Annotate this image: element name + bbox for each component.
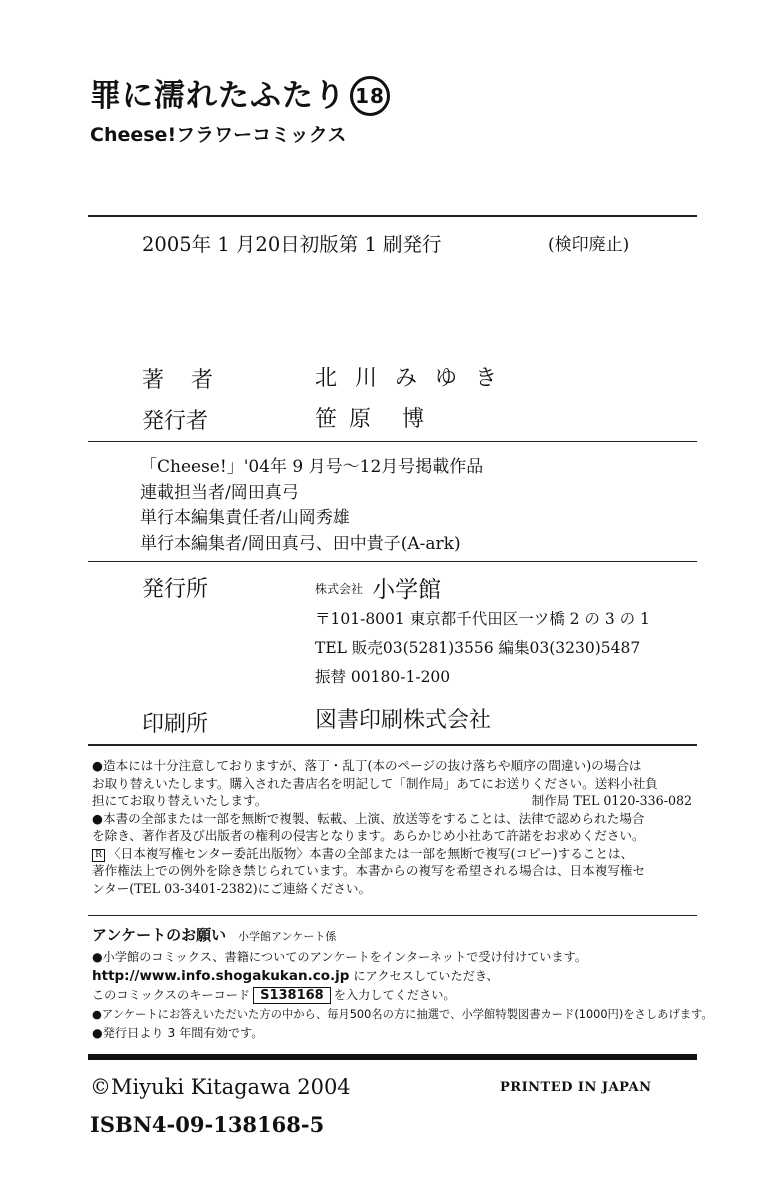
- copyright: ©Miyuki Kitagawa 2004: [90, 1075, 351, 1099]
- enquete-url-link[interactable]: http://www.info.shogakukan.co.jp: [92, 968, 350, 984]
- enquete-line: ●小学館のコミックス、書籍についてのアンケートをインターネットで受け付けています。: [92, 950, 588, 964]
- printer-label: 印刷所: [142, 712, 209, 737]
- author-label: 著 者: [142, 368, 223, 393]
- notice-defect-line: [92, 792, 696, 810]
- enquete-box: [92, 926, 713, 1043]
- rule-thick: [88, 1054, 697, 1060]
- credit-line-chief-editor: 単行本編集責任者/山岡秀雄: [140, 508, 350, 529]
- enquete-subtitle: 小学館アンケート係: [237, 930, 337, 943]
- notices-block: [92, 757, 696, 897]
- credits-block: [140, 455, 483, 557]
- publisher-person-label: 発行者: [142, 409, 209, 434]
- enquete-title: アンケートのお願い: [92, 926, 227, 944]
- stamp-abolished-note: (検印廃止): [548, 235, 630, 255]
- enquete-key-line: [92, 986, 698, 1005]
- book-title: [90, 70, 390, 116]
- enquete-url-line: [92, 967, 698, 986]
- enquete-key-prefix: このコミックスのキーコード: [92, 988, 251, 1002]
- rule-notices: [88, 915, 697, 916]
- enquete-key-suffix: を入力してください。: [333, 988, 456, 1002]
- book-title-text: 罪に濡れたふたり: [90, 78, 346, 114]
- notice-defect-text: 担にてお取り替えいたします。: [92, 793, 268, 808]
- rule-staff: [88, 441, 697, 442]
- enquete-header: [92, 926, 698, 946]
- publisher-tel: TEL 販売03(5281)3556 編集03(3230)5487: [315, 639, 641, 657]
- notice-defect-line: ●造本には十分注意しておりますが、落丁・乱丁(本のページの抜け落ちや順序の間違い)の場合は: [92, 758, 642, 773]
- publisher-person-name: 笹原 博: [315, 407, 436, 432]
- rule-credits: [88, 561, 697, 562]
- enquete-url-suffix: にアクセスしていただき、: [353, 969, 499, 983]
- publisher-address: 〒101-8001 東京都千代田区一ツ橋 2 の 3 の 1: [315, 610, 650, 628]
- credit-line-serial-editor: 連載担当者/岡田真弓: [140, 482, 299, 503]
- enquete-key-code: S138168: [253, 987, 331, 1004]
- notice-jrrc-line: ンター(TEL 03-3401-2382)にご連絡ください。: [92, 880, 372, 896]
- jrrc-r-mark-icon: R: [92, 849, 105, 862]
- edition-date: 2005年 1 月20日初版第 1 刷発行: [142, 233, 442, 256]
- author-name: 北川みゆき: [315, 366, 516, 391]
- notice-defect-line: お取り替えいたします。購入された書店名を明記して「制作局」あてにお送りください。送料小社負: [92, 775, 658, 791]
- credit-line-magazine: 「Cheese!」'04年 9 月号〜12月号掲載作品: [140, 457, 484, 477]
- company-name: 小学館: [372, 577, 442, 603]
- rule-printer: [88, 744, 697, 746]
- volume-number-badge: 18: [350, 76, 390, 116]
- isbn: ISBN4-09-138168-5: [90, 1112, 325, 1137]
- notice-jrrc-line: [92, 845, 696, 863]
- enquete-line: ●発行日より 3 年間有効です。: [92, 1026, 264, 1040]
- rule-top: [88, 215, 697, 217]
- printed-in-japan: PRINTED IN JAPAN: [500, 1080, 652, 1095]
- imprint-label: Cheese!フラワーコミックス: [90, 124, 347, 146]
- printer-name: 図書印刷株式会社: [315, 708, 492, 733]
- publisher-transfer-account: 振替 00180-1-200: [315, 668, 451, 686]
- production-contact: 制作局 TEL 0120-336-082: [531, 793, 692, 808]
- notice-copyright-line: を除き、著作者及び出版者の権利の侵害となります。あらかじめ小社あて許諾をお求めください。: [92, 828, 645, 843]
- publisher-company: [315, 571, 441, 604]
- notice-copyright-line: ●本書の全部または一部を無断で複製、転載、上演、放送等をすることは、法律で認められた場合: [92, 810, 645, 826]
- notice-jrrc-text: 〈日本複写権センター委託出版物〉本書の全部または一部を無断で複写(コピー)することは、: [108, 845, 634, 861]
- notice-jrrc-line: 著作権法上での例外を除き禁じられています。本書からの複写を希望される場合は、日本複写権セ: [92, 863, 646, 878]
- enquete-line: ●アンケートにお答えいただいた方の中から、毎月500名の方に抽選で、小学館特製図書カード(1000円)をさしあげます。: [92, 1008, 713, 1021]
- publisher-company-label: 発行所: [142, 577, 209, 602]
- company-prefix: 株式会社: [315, 582, 364, 596]
- credit-line-book-editor: 単行本編集者/岡田真弓、田中貴子(A-ark): [140, 533, 461, 554]
